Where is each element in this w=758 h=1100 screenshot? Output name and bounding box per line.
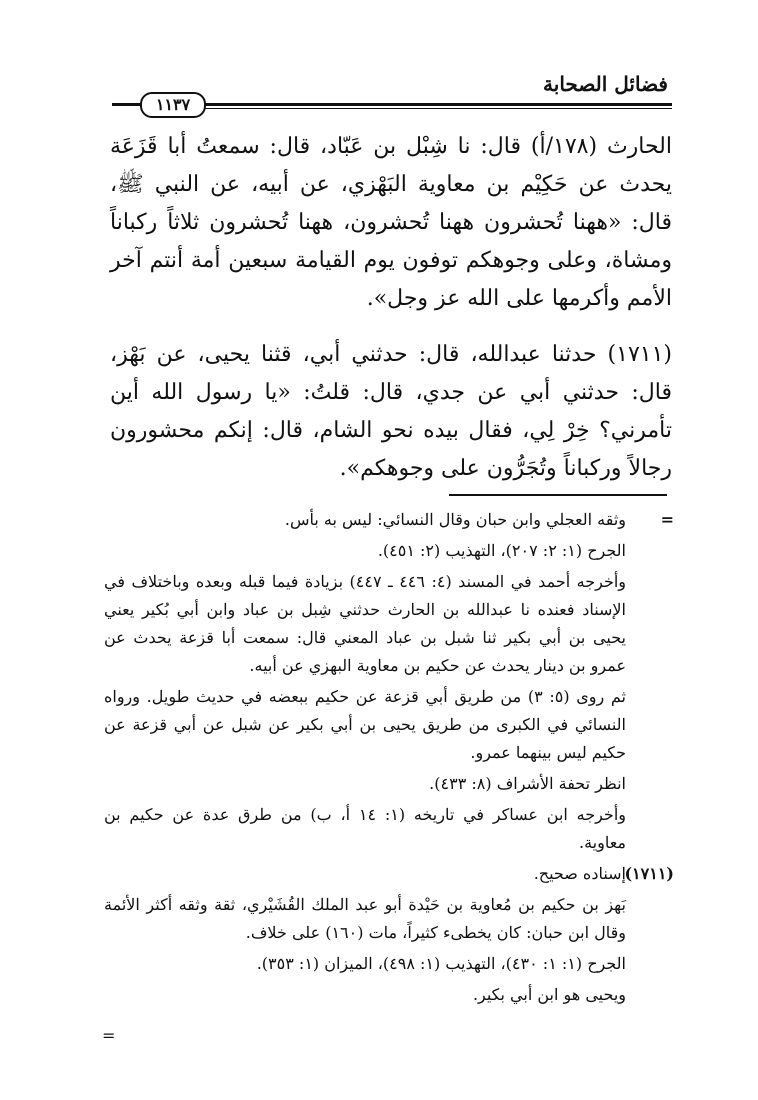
footnote-line: وأخرجه ابن عساكر في تاريخه (١: ١٤ أ، ب) من طرق عدة عن حكيم بن معاوية. — [104, 805, 626, 852]
footnote-line: الجرح (١: ٢: ٢٠٧)، التهذيب (٢: ٤٥١). — [377, 541, 626, 560]
header-rule-tail — [112, 103, 142, 106]
footnote-continued — [104, 506, 674, 857]
footnote-separator — [449, 494, 667, 496]
footnote-line: وثقه العجلي وابن حبان وقال النسائي: ليس به بأس. — [284, 510, 626, 529]
header-rule-thin — [188, 108, 672, 109]
main-text — [110, 128, 672, 488]
page-number: ١١٣٧ — [140, 92, 206, 118]
main-paragraph: (١٧١١) حدثنا عبدالله، قال: حدثني أبي، قثنا يحيى، عن بَهْز، قال: حدثني أبي عن جدي، قال: قلتُ: «يا رسول الله أين تأمرني؟ خِرْ لِي، فقال بيده نحو الشام، قال: إنكم محشورون رجالاً وركباناً وتُجَرُّون على وجوهكم». — [110, 342, 672, 481]
footnote-line: إسناده صحيح. — [533, 864, 626, 883]
footnote-number: (١٧١١) — [624, 864, 674, 883]
footnote-line: وأخرجه أحمد في المسند (٤: ٤٤٦ ـ ٤٤٧) بزيادة فيما قبله وبعده وباختلاف في الإسناد فعنده نا عبدالله بن الحارث حدثني شِبل بن عباد وابن أبي بُكير يعني يحيى بن أبي بكير ثنا شبل بن عباد المعني قال: سمعت أبا قزعة يحدث عن عمرو بن دينار يحدث عن حكيم بن معاوية البهزي عن أبيه. — [104, 572, 627, 675]
page-header — [112, 72, 672, 112]
footnote-1711 — [104, 860, 674, 1009]
continuation-mark: = — [660, 510, 674, 529]
running-title: فضائل الصحابة — [543, 72, 668, 96]
footnote-line: انظر تحفة الأشراف (٨: ٤٣٣). — [429, 774, 626, 793]
footnote-line: ثم روى (٥: ٣) من طريق أبي قزعة عن حكيم ببعضه في حديث طويل. ورواه النسائي في الكبرى من طريق يحيى بن أبي بكير عن شبل عن أبي قزعة عن حكيم ليس بينهما عمرو. — [104, 687, 626, 762]
main-paragraph: الحارث (١٧٨/أ) قال: نا شِبْل بن عَبّاد، قال: سمعتُ أبا قَزَعَة يحدث عن حَكِيْم بن معاوية البَهْزي، عن أبيه، عن النبي ﷺ، قال: «ههنا تُحشرون ههنا تُحشرون، ههنا تُحشرون ثلاثاً ركباناً ومشاة، وعلى وجوهكم توفون يوم القيامة سبعين أمة أنتم آخر الأمم وأكرمها على الله عز وجل». — [110, 134, 672, 311]
footnote-line: ويحيى هو ابن أبي بكير. — [472, 985, 626, 1004]
footnote-line: الجرح (١: ١: ٤٣٠)، التهذيب (١: ٤٩٨)، الميزان (١: ٣٥٣). — [256, 954, 626, 973]
footnotes — [104, 506, 674, 1012]
footnote-line: بَهز بن حكيم بن مُعاوية بن حَيْدة أبو عبد الملك القُشَيْري، ثقة وثقه أكثر الأئمة وقال ابن حبان: كان يخطىء كثيراً، مات (١٦٠) على خلاف. — [104, 895, 626, 942]
header-rule — [188, 103, 672, 106]
continuation-mark-end: = — [102, 1026, 116, 1045]
